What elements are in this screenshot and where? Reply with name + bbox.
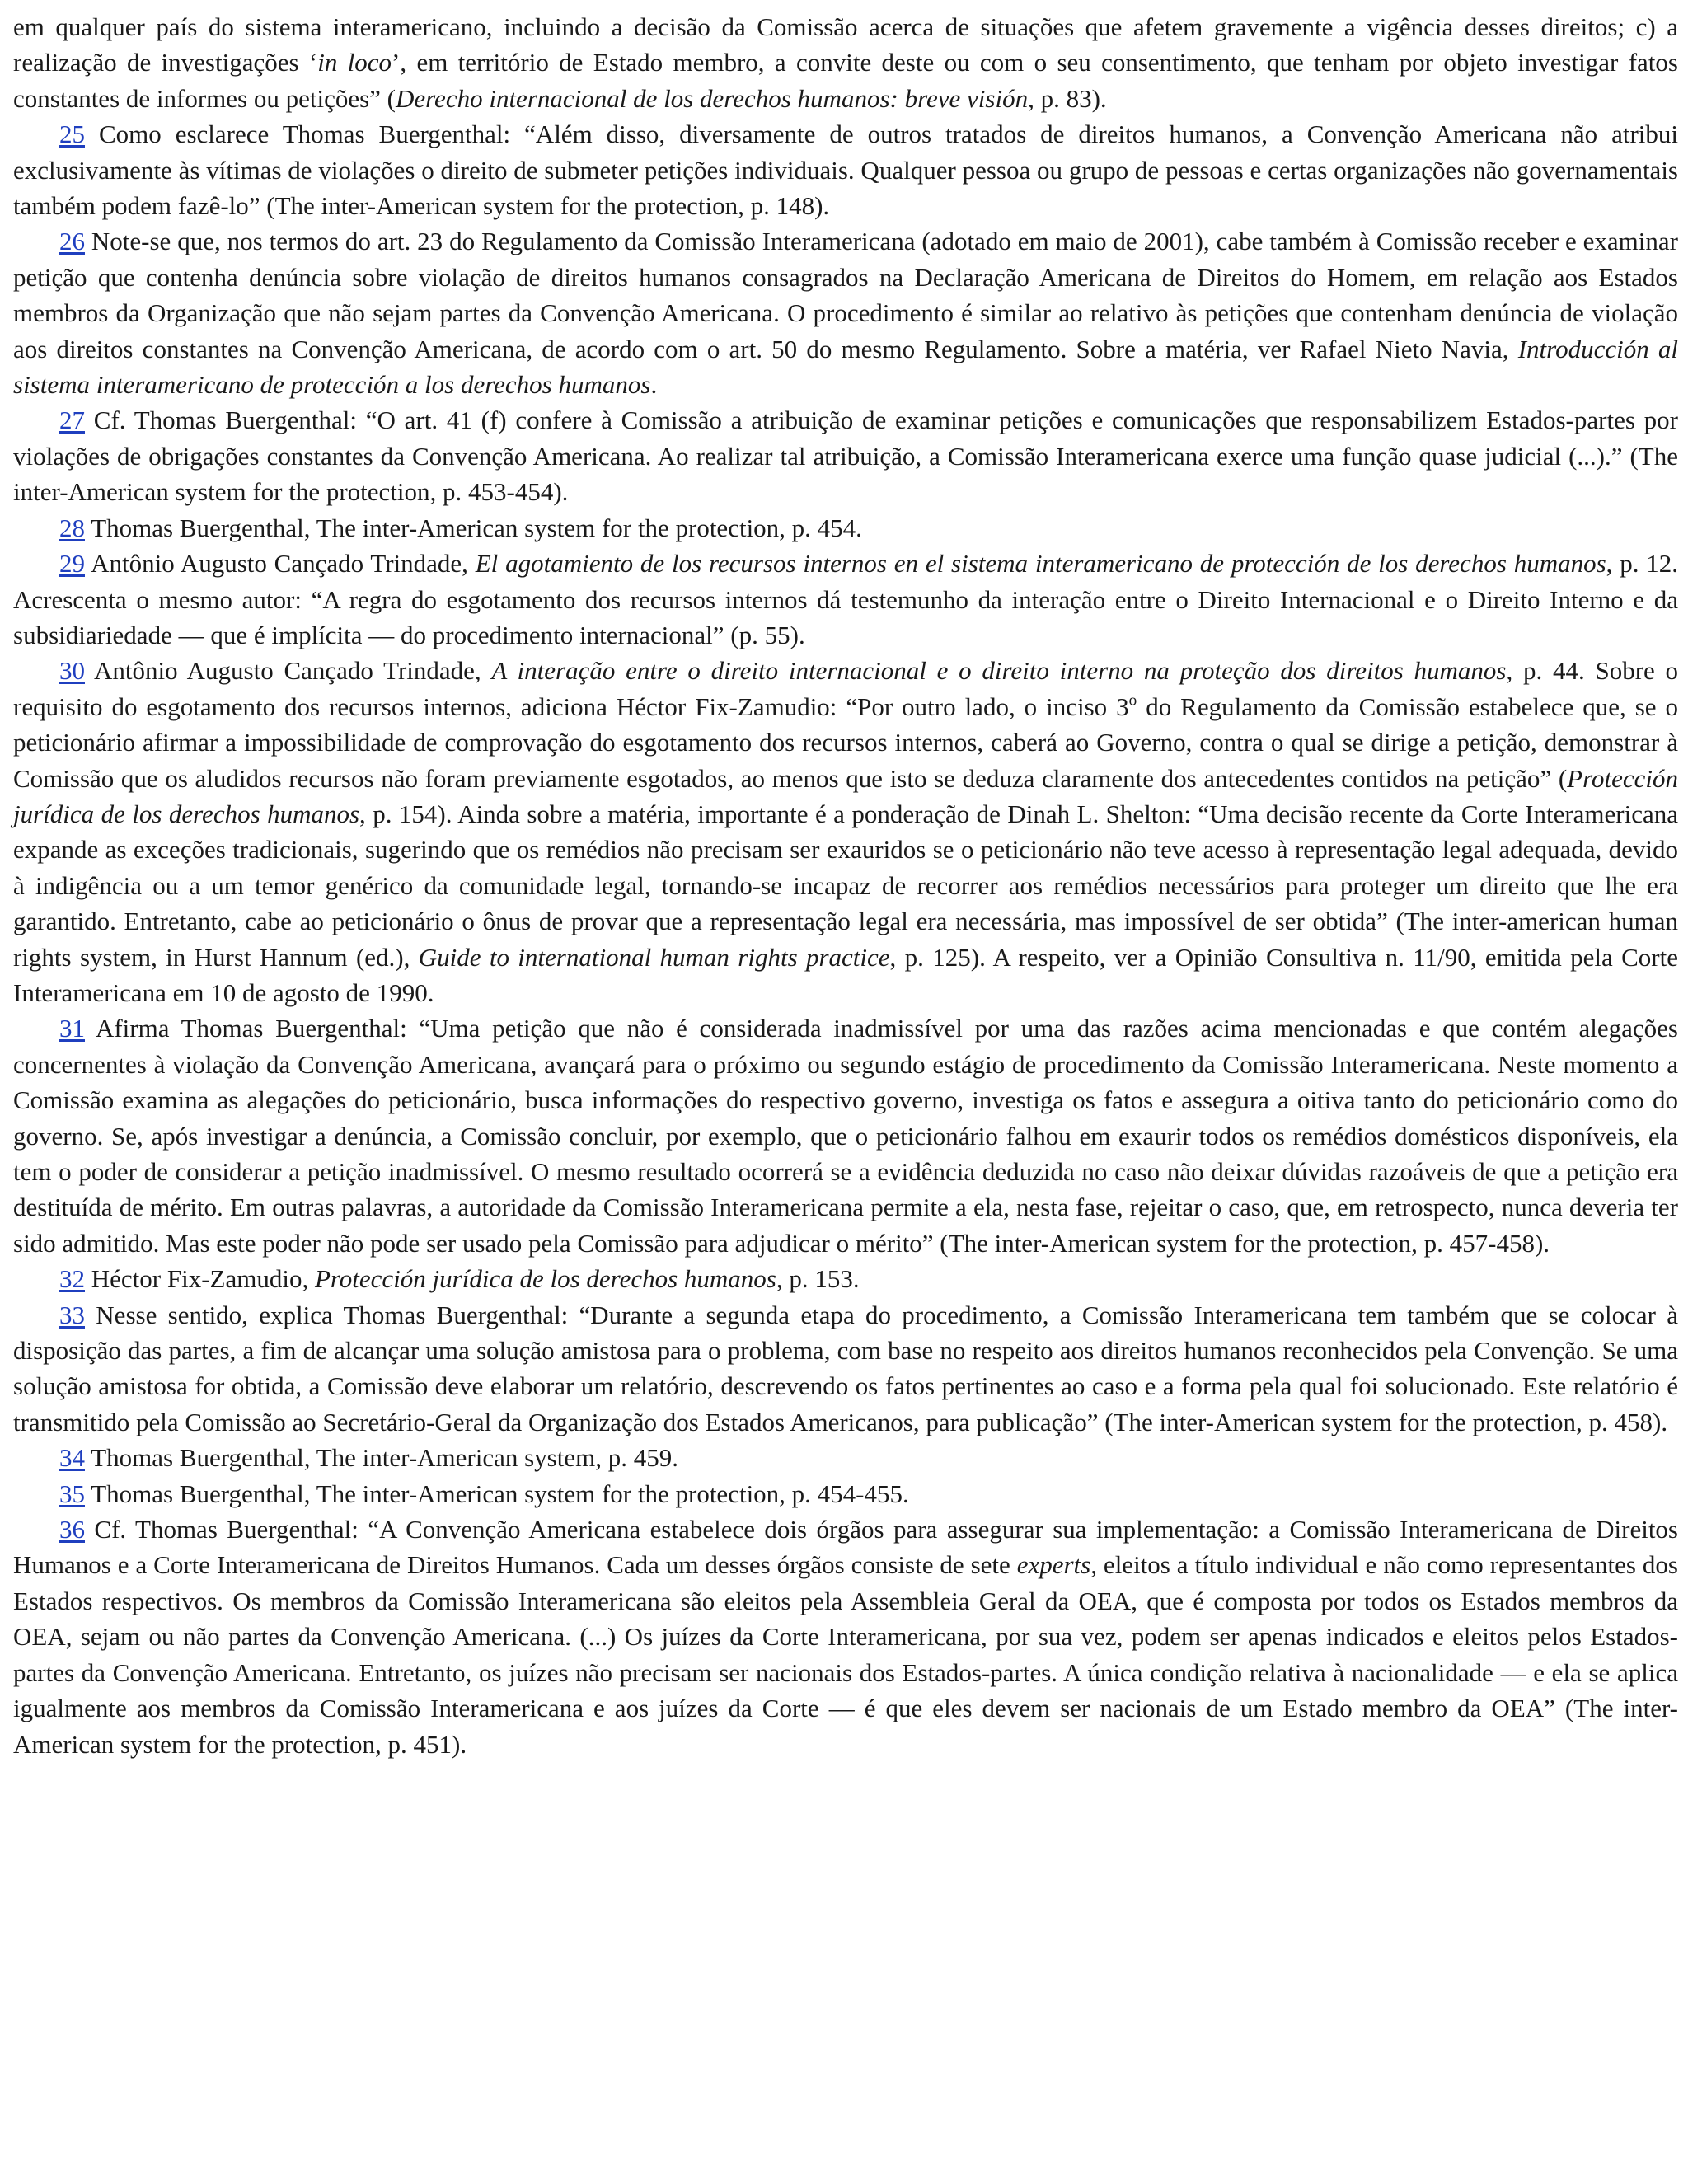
text-run: Afirma Thomas Buergenthal: “Uma petição que não é considerada inadmissível por uma das razões acima mencionadas e que contém alegações concernentes à violação da Convenção Americana, avançará para o próximo ou segundo estágio de procedimento da Comissão Interamericana. Neste momento a Comissão examina as alegações do peticionário, busca informações do respectivo governo, investiga os fatos e assegura a oitiva tanto do peticionário como do governo. Se, após investigar a denúncia, a Comissão concluir, por exemplo, que o peticionário falhou em exaurir todos os remédios domésticos disponíveis, ela tem o poder de considerar a petição inadmissível. O mesmo resultado ocorrerá se a evidência deduzida no caso não deixar dúvidas razoáveis de que a petição era destituída de mérito. Em outras palavras, a autoridade da Comissão Interamericana permite a ela, nesta fase, rejeitar o caso, que, em retrospecto, nunca deveria ter sido admitido. Mas este poder não pode ser usado pela Comissão para adjudicar o mérito” (The inter-American system for the protection, p. 457-458). [13,1014,1678,1258]
text-run: Nesse sentido, explica Thomas Buergenthal: “Durante a segunda etapa do procedimento, a Comissão Interamericana tem também que se colocar à disposição das partes, a fim de alcançar uma solução amistosa para o problema, com base no respeito aos direitos humanos reconhecidos pela Convenção. Se uma solução amistosa for obtida, a Comissão deve elaborar um relatório, descrevendo os fatos pertinentes ao caso e a forma pela qual foi solucionado. Este relatório é transmitido pela Comissão ao Secretário-Geral da Organização dos Estados Americanos, para publicação” (The inter-American system for the protection, p. 458). [13,1300,1678,1436]
superscript: o [1128,691,1137,710]
footnotes-list [13,116,1678,1762]
italic-citation: El agotamiento de los recursos internos en el sistema interamericano de protección de los derechos humanos [475,549,1606,579]
footnote-35 [13,1476,1678,1511]
text-run: , p. 154). Ainda sobre a matéria, importante é a ponderação de Dinah L. Shelton: “Uma decisão recente da Corte Interamericana expande as exceções tradicionais, sugerindo que os remédios não precisam ser exauridos se o peticionário não teve acesso à representação legal adequada, devido à indigência ou a um temor genérico da comunidade legal, tornando-se incapaz de recorrer aos remédios necessários para proteger um direito que lhe era garantido. Entretanto, cabe ao peticionário o ônus de provar que a representação legal era necessária, mas impossível de ser obtida” (The inter-american human rights system, in Hurst Hannum (ed.), [13,799,1678,972]
text-run: , p. 153. [776,1264,860,1294]
footnote-31 [13,1010,1678,1261]
footnote-34-link[interactable]: 34 [59,1443,85,1473]
italic-citation: Guide to international human rights practice [418,942,890,972]
text-run: , p. 83). [1028,83,1107,113]
footnote-33 [13,1297,1678,1441]
footnote-36 [13,1511,1678,1762]
italic-citation: Introducción al sistema interamericano de protección a los derechos humanos [13,334,1679,400]
italic-citation: Protección jurídica de los derechos humanos [13,763,1678,828]
text-run: Cf. Thomas Buergenthal: “O art. 41 (f) confere à Comissão a atribuição de examinar petições e comunicações que responsabilizem Estados-partes por violações de obrigações constantes da Convenção Americana. Ao realizar tal atribuição, a Comissão Interamericana exerce uma função quase judicial (...).” (The inter-American system for the protection, p. 453-454). [13,405,1678,507]
text-run: Note-se que, nos termos do art. 23 do Regulamento da Comissão Interamericana (adotado em maio de 2001), cabe também à Comissão receber e examinar petição que contenha denúncia sobre violação de direitos humanos consagrados na Declaração Americana de Direitos do Homem, em relação aos Estados membros da Organização que não sejam partes da Convenção Americana. O procedimento é similar ao relativo às petições que contenham denúncia de violação aos direitos constantes na Convenção Americana, de acordo com o art. 50 do mesmo Regulamento. Sobre a matéria, ver Rafael Nieto Navia, [13,227,1678,363]
footnote-29 [13,546,1678,653]
footnote-25-link[interactable]: 25 [59,120,85,149]
text-run: Antônio Augusto Cançado Trindade, [85,656,492,686]
text-run: Thomas Buergenthal, The inter-American system for the protection, p. 454. [85,513,862,542]
italic-citation: in loco [317,48,392,77]
footnote-30 [13,653,1678,1010]
text-run: ’, em território de Estado membro, a convite deste ou com o seu consentimento, que tenham por objeto investigar fatos constantes de informes ou petições” ( [13,48,1678,113]
italic-citation: experts [1016,1550,1091,1580]
text-run: Antônio Augusto Cançado Trindade, [85,549,476,579]
footnote-31-link[interactable]: 31 [59,1014,85,1043]
text-run: Héctor Fix-Zamudio, [85,1264,315,1294]
footnote-30-link[interactable]: 30 [59,656,85,686]
text-run: , p. 12. Acrescenta o mesmo autor: “A regra do esgotamento dos recursos internos dá testemunho da interação entre o Direito Internacional e o Direito Interno e da subsidiariedade — que é implícita — do procedimento internacional” (p. 55). [13,549,1679,649]
text-run: , eleitos a título individual e não como representantes dos Estados respectivos. Os membros da Comissão Interamericana são eleitos pela Assembleia Geral da OEA, que é composta por todos os Estados membros da OEA, sejam ou não partes da Convenção Americana. (...) Os juízes da Corte Interamericana, por sua vez, podem ser apenas indicados e eleitos pelos Estados-partes da Convenção Americana. Entretanto, os juízes não precisam ser nacionais dos Estados-partes. A única condição relativa à nacionalidade — e ela se aplica igualmente aos membros da Comissão Interamericana e aos juízes da Corte — é que eles devem ser nacionais de um Estado membro da OEA” (The inter-American system for the protection, p. 451). [13,1550,1678,1759]
footnote-28 [13,510,1678,546]
footnote-26 [13,223,1678,402]
text-run: Thomas Buergenthal, The inter-American system, p. 459. [85,1443,678,1473]
footnote-32-link[interactable]: 32 [59,1264,85,1294]
footnote-34 [13,1440,1678,1475]
text-run: . [650,370,658,400]
footnote-32 [13,1261,1678,1296]
footnote-25 [13,116,1678,223]
text-run: , p. 125). A respeito, ver a Opinião Consultiva n. 11/90, emitida pela Corte Interamericana em 10 de agosto de 1990. [13,942,1678,1007]
text-run: , p. 44. Sobre o requisito do esgotamento dos recursos internos, adiciona Héctor Fix-Zamudio: “Por outro lado, o inciso 3 [13,656,1679,721]
text-run: em qualquer país do sistema interamericano, incluindo a decisão da Comissão acerca de situações que afetem gravemente a vigência desses direitos; c) a realização de investigações ‘ [13,12,1678,77]
footnote-24-continuation [13,9,1678,116]
footnote-36-link[interactable]: 36 [59,1515,85,1544]
footnote-28-link[interactable]: 28 [59,513,85,542]
footnote-35-link[interactable]: 35 [59,1479,85,1508]
text-run: Thomas Buergenthal, The inter-American system for the protection, p. 454-455. [85,1479,909,1508]
footnote-26-link[interactable]: 26 [59,227,85,256]
footnote-27 [13,402,1678,509]
italic-citation: A interação entre o direito internacional e o direito interno na proteção dos direitos humanos [491,656,1507,686]
italic-citation: Derecho internacional de los derechos humanos: breve visión [396,83,1029,113]
footnote-33-link[interactable]: 33 [59,1300,85,1329]
text-run: do Regulamento da Comissão estabelece que, se o peticionário afirmar a impossibilidade de comprovação do esgotamento dos recursos internos, caberá ao Governo, contra o qual se dirige a petição, demonstrar à Comissão que os aludidos recursos não foram previamente esgotados, ao menos que isto se deduza claramente dos antecedentes contidos na petição” ( [13,691,1678,793]
footnote-27-link[interactable]: 27 [59,405,85,435]
italic-citation: Protección jurídica de los derechos humanos [314,1264,776,1294]
footnote-29-link[interactable]: 29 [59,549,85,579]
text-run: Como esclarece Thomas Buergenthal: “Além disso, diversamente de outros tratados de direitos humanos, a Convenção Americana não atribui exclusivamente às vítimas de violações o direito de submeter petições individuais. Qualquer pessoa ou grupo de pessoas e certas organizações não governamentais também podem fazê-lo” (The inter-American system for the protection, p. 148). [13,120,1678,221]
text-run: Cf. Thomas Buergenthal: “A Convenção Americana estabelece dois órgãos para assegurar sua implementação: a Comissão Interamericana de Direitos Humanos e a Corte Interamericana de Direitos Humanos. Cada um desses órgãos consiste de sete [13,1515,1678,1580]
